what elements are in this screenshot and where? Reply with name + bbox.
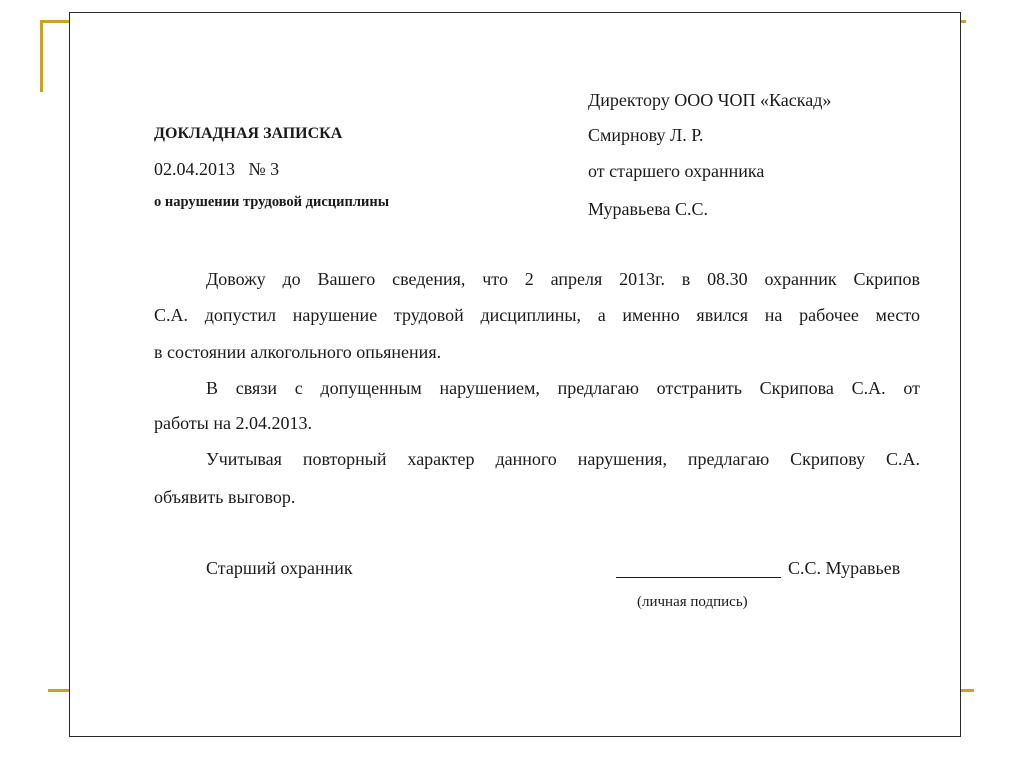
document-date-number: 02.04.2013 № 3 [154,159,280,179]
body-text-line: С.А. допустил нарушение трудовой дисциплины, а именно явился на рабочее место [154,305,920,325]
addressee-line: от старшего охранника [588,161,765,181]
body-text-line: Довожу до Вашего сведения, что 2 апреля 2013г. в 08.30 охранник Скрипов [206,269,920,289]
body-text-line: В связи с допущенным нарушением, предлагаю отстранить Скрипова С.А. от [206,378,920,398]
body-text-line: в состоянии алкогольного опьянения. [154,342,442,362]
slide-frame-corner [40,20,43,92]
body-text-line: Учитывая повторный характер данного нарушения, предлагаю Скрипову С.А. [206,449,920,469]
body-text-line: объявить выговор. [154,487,296,507]
addressee-line: Директору ООО ЧОП «Каскад» [588,90,832,110]
signer-position: Старший охранник [206,558,353,578]
document-subject: о нарушении трудовой дисциплины [154,194,390,210]
signer-name: С.С. Муравьев [788,558,901,578]
addressee-line: Муравьева С.С. [588,199,709,219]
document-page [69,12,961,737]
document-title: ДОКЛАДНАЯ ЗАПИСКА [154,125,343,142]
signature-line [616,577,781,578]
signature-caption: (личная подпись) [637,594,748,610]
body-text-line: работы на 2.04.2013. [154,413,312,433]
addressee-line: Смирнову Л. Р. [588,125,704,145]
